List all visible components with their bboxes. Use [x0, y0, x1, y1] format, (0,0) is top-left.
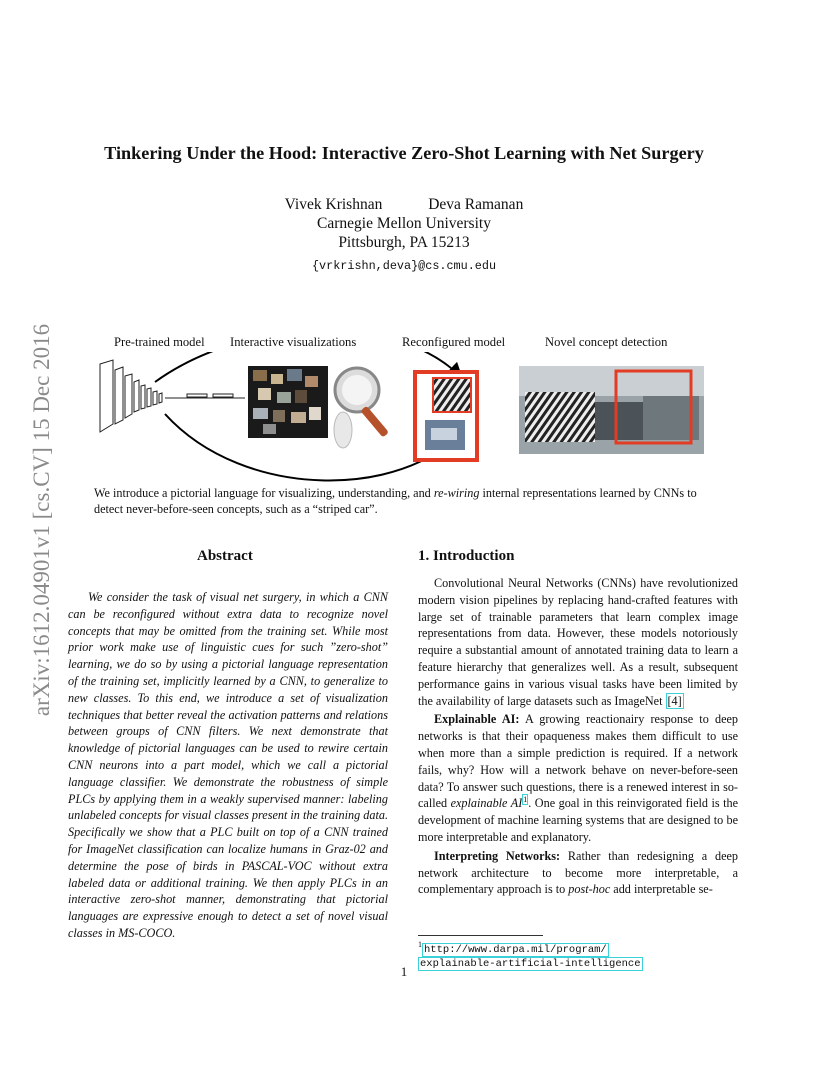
footnote-url-line-1[interactable]: http://www.darpa.mil/program/	[424, 943, 607, 956]
footnote-url-line-2[interactable]: explainable-artificial-intelligence	[420, 957, 641, 970]
figure-caption	[94, 485, 714, 517]
author-names	[0, 195, 808, 214]
citation-link[interactable]: [4]	[667, 693, 682, 708]
author-1: Vivek Krishnan	[284, 196, 383, 213]
intro-text	[418, 575, 738, 900]
reconfigured-model-image	[415, 372, 477, 460]
figure-label-detection: Novel concept detection	[545, 335, 668, 349]
intro-p3-text-b: add interpretable se-	[610, 882, 713, 897]
footnote-ref-link[interactable]: 1	[523, 795, 528, 805]
intro-p2-lead: Explainable AI:	[434, 712, 520, 727]
intro-p2-text-b: . One goal in this reinvigorated field is the development of machine learning systems that are designed to be more interpretable and explanatory.	[418, 796, 738, 844]
magnifier-figure-icon	[334, 368, 389, 448]
intro-paragraph-2	[418, 711, 738, 845]
caption-text-b: internal representations learned by CNNs to detect never-before-seen concepts, such as a “striped car”.	[94, 486, 697, 516]
footnote-rule	[418, 935, 543, 936]
author-2: Deva Ramanan	[428, 196, 524, 213]
intro-p3-text-a: Rather than redesigning a deep network architecture to become more interpretable, a complementary approach is to	[418, 848, 738, 897]
intro-p3-lead: Interpreting Networks:	[434, 848, 561, 863]
visualization-collage	[248, 366, 328, 438]
abstract-heading: Abstract	[197, 548, 253, 564]
intro-p2-emph: explainable AI	[450, 796, 523, 811]
caption-text-a: We introduce a pictorial language for visualizing, understanding, and	[94, 486, 434, 500]
intro-p2-text-a: A growing reactionairy response to deep networks is that their opaqueness makes them difficult to use when more than a simple prediction is required. If a network fails, why? How will a network behave on never-before-seen data? To answer such questions, there is a renewed interest in so-called	[418, 712, 738, 811]
arxiv-sidebar-stamp	[22, 270, 62, 770]
caption-emphasis: re-wiring	[433, 486, 480, 500]
page-number: 1	[400, 964, 408, 979]
intro-paragraph-1	[418, 575, 738, 709]
paper-title: Tinkering Under the Hood: Interactive Zero-Shot Learning with Net Surgery	[104, 143, 704, 163]
author-block	[0, 195, 808, 276]
footnote-mark: 1	[418, 940, 422, 949]
intro-p1-text: Convolutional Neural Networks (CNNs) have revolutionized modern vision pipelines by replacing hand-crafted features with large set of trainable parameters that learn complex image representations from data. However, these models notoriously require a substantial amount of annotated training data to learn a feature hierarchy that generalizes well. As a result, subsequent performance gains in various visual tasks have been limited by the availability of large datasets such as ImageNet	[418, 576, 738, 708]
novel-concept-detection-image	[519, 366, 704, 454]
intro-p3-emph: post-hoc	[568, 882, 611, 897]
figure-label-pretrained: Pre-trained model	[114, 335, 205, 349]
teaser-figure	[95, 352, 715, 482]
figure-label-reconfigured: Reconfigured model	[402, 335, 506, 349]
author-email: {vrkrishn,deva}@cs.cmu.edu	[311, 259, 497, 273]
intro-paragraph-3	[418, 848, 738, 898]
address: Pittsburgh, PA 15213	[338, 234, 470, 251]
arxiv-identifier: arXiv:1612.04901v1 [cs.CV] 15 Dec 2016	[29, 323, 54, 717]
figure-label-visualizations: Interactive visualizations	[230, 335, 357, 349]
abstract-text: We consider the task of visual net surgery, in which a CNN can be reconfigured without extra data to recognize novel concepts that may be omitted from the training set. While most prior work make use of linguistic cues for such ”zero-shot” learning, we do so by using a pictorial language representation of the training set, implicitly learned by a CNN, to generalize to new classes. To this end, we introduce a set of visualization techniques that better reveal the activation patterns and relations between groups of CNN filters. We next demonstrate that knowledge of pictorial languages can be used to rewire certain CNN neurons into a part model, which we call a pictorial language classifier. We demonstrate the robustness of simple PLCs by applying them in a weakly supervised manner: labeling unlabeled concepts for visual classes present in the training data. Specifically we show that a PLC built on top of a CNN trained for ImageNet classification can localize humans in Graz-02 and determine the pose of birds in PASCAL-VOC without extra labeled data or additional training. We then apply PLCs in an interactive zero-shot manner, demonstrating that pictorial languages are expressive enough to detect a set of novel visual classes in MS-COCO.	[68, 590, 388, 940]
affiliation: Carnegie Mellon University	[317, 215, 491, 232]
intro-heading: 1. Introduction	[418, 548, 515, 564]
